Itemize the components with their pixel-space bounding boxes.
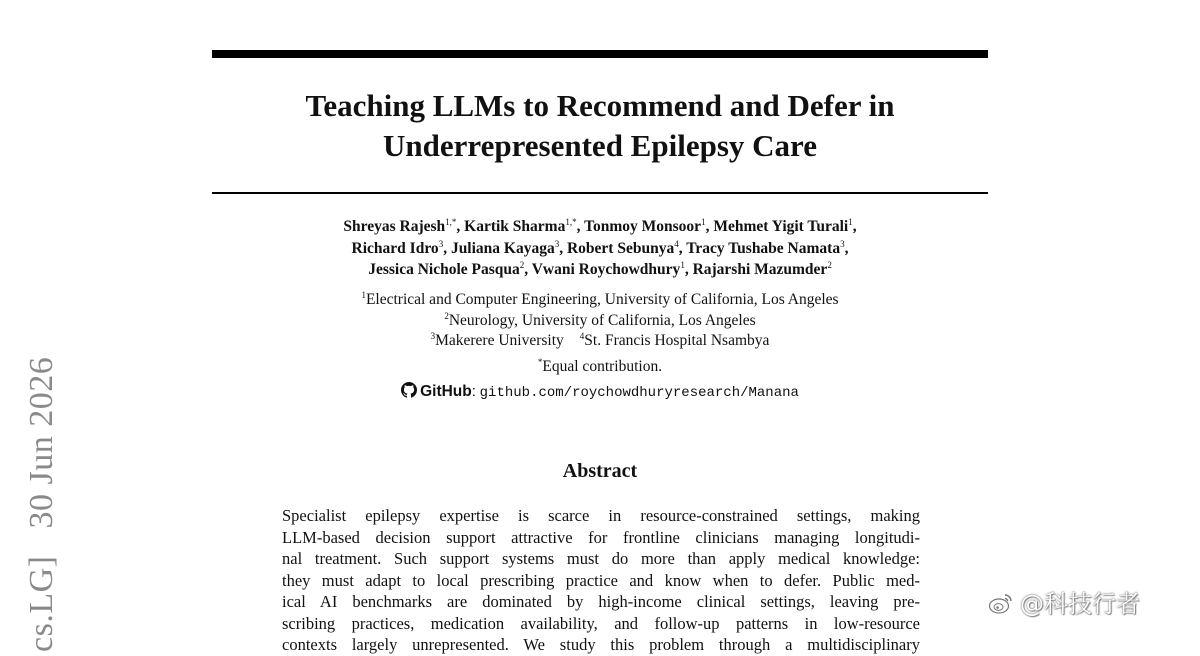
author: Robert Sebunya$^4$, [566, 238, 687, 257]
author: Richard Idro$^3$, [351, 238, 451, 257]
affiliation-st-francis: $^4$St. Francis Hospital Nsambya [579, 331, 770, 349]
title-rule [212, 192, 988, 194]
equal-contribution-note: *Equal contribution. [537, 357, 663, 375]
author: Kartik Sharma$^{1,*}$, [464, 217, 585, 235]
title-line-1: Teaching LLMs to Recommend and Defer in [305, 88, 895, 123]
abstract-line: ical AI benchmarks are dominated by high-income clinical settings, leaving pre- [282, 592, 920, 611]
abstract-heading: Abstract [562, 460, 638, 482]
watermark-text: @科技行者 [1020, 590, 1140, 618]
author: Shreyas Rajesh$^{1,*}$, [343, 217, 465, 235]
author-list [212, 216, 988, 281]
paper-title [212, 86, 988, 166]
abstract-line: LLM-based decision support attractive for frontline clinicians managing longitudi- [282, 527, 920, 547]
affiliation-makerere: $^3$Makerere University [430, 331, 564, 349]
top-rule [212, 50, 988, 58]
abstract-line: scribing practices, medication availability, and follow-up patterns in low-resource [282, 613, 920, 633]
abstract-line: nal treatment. Such support systems must do more than apply medical knowledge: [282, 549, 920, 568]
author: Tonmoy Monsoor$^1$, [584, 217, 714, 235]
author: Juliana Kayaga$^3$, [450, 238, 567, 257]
title-line-2: Underrepresented Epilepsy Care [383, 128, 817, 163]
author: Mehmet Yigit Turali$^1$, [713, 217, 857, 235]
abstract-body [282, 505, 920, 656]
author: Vwani Roychowdhury$^1$, [531, 260, 693, 278]
github-icon [401, 382, 417, 398]
arxiv-side-stamp: cs.LG] 30 Jun 2026 [23, 356, 60, 652]
weibo-icon [988, 591, 1014, 617]
github-label: GitHub [420, 383, 472, 400]
github-line: GitHub: github.com/roychowdhuryresearch/Manana [212, 381, 988, 404]
author: Rajarshi Mazumder$^2$ [692, 260, 832, 278]
github-link[interactable]: github.com/roychowdhuryresearch/Manana [479, 385, 799, 401]
affiliation-ucla-neurology: $^2$Neurology, University of California, Los Angeles [444, 310, 756, 329]
author: Tracy Tushabe Namata$^3$, [686, 238, 849, 257]
affiliation-ucla-ece: $^1$Electrical and Computer Engineering, University of California, Los Angeles [361, 290, 839, 308]
watermark [988, 586, 1140, 622]
author: Jessica Nichole Pasqua$^2$, [368, 260, 532, 278]
abstract-line: Specialist epilepsy expertise is scarce in resource-constrained settings, making [282, 506, 920, 525]
abstract-line: they must adapt to local prescribing practice and know when to defer. Public med- [282, 570, 920, 590]
affiliation-list [212, 290, 988, 352]
abstract-line: contexts largely unrepresented. We study this problem through a multidisciplinary [282, 635, 920, 654]
